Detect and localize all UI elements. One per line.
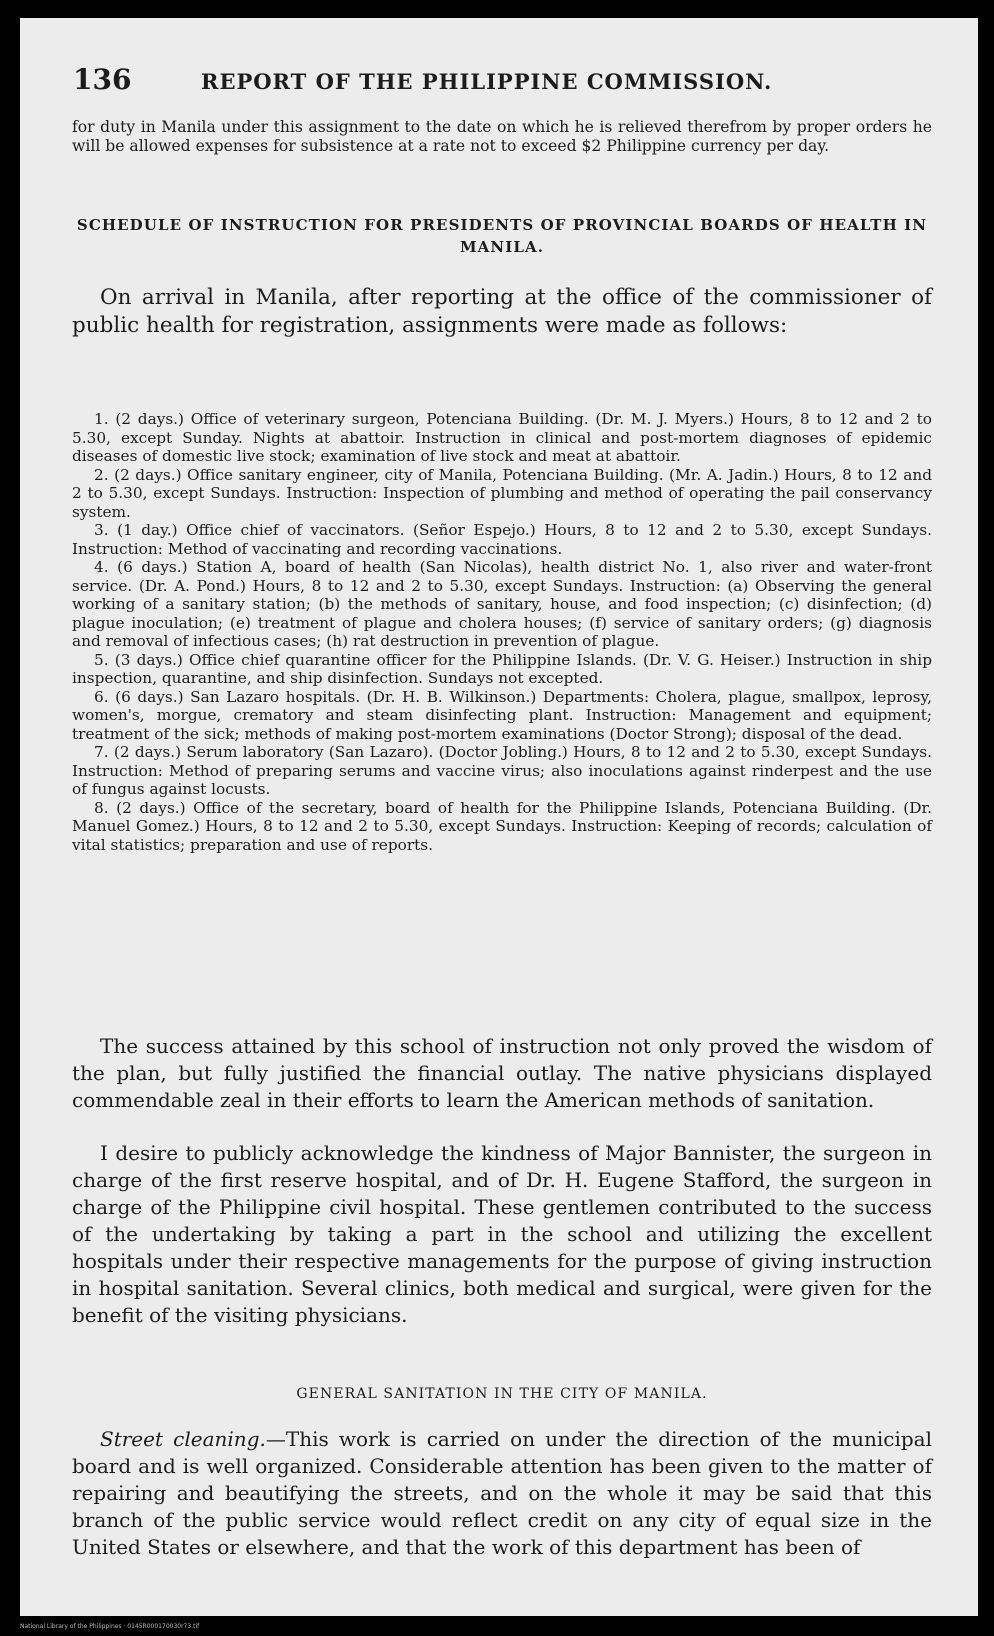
street-cleaning-paragraph xyxy=(72,1426,932,1561)
success-paragraph: The success attained by this school of instruction not only proved the wisdom of the plan, but fully justified the financial outlay. The native physicians displayed commendable zeal in their efforts to learn the American methods of sanitation. xyxy=(72,1034,932,1112)
acknowledge-paragraph: I desire to publicly acknowledge the kindness of Major Bannister, the surgeon in charge of the first reserve hospital, and of Dr. H. Eugene Stafford, the surgeon in charge of the Philippine civil hospital. These gentlemen contributed to the success of the undertaking by taking a part in the school and utilizing the excellent hospitals under their respective managements for the purpose of giving instruction in hospital sanitation. Several clinics, both medical and surgical, were given for the benefit of the visiting physicians. xyxy=(72,1141,932,1327)
schedule-item-2: 2. (2 days.) Office sanitary engineer, city of Manila, Potenciana Building. (Mr. A. Jadin.) Hours, 8 to 12 and 2 to 5.30, except Sundays. Instruction: Inspection of plumbing and method of operating the pail conservancy system. xyxy=(72,465,932,521)
schedule-item-7: 7. (2 days.) Serum laboratory (San Lazaro). (Doctor Jobling.) Hours, 8 to 12 and 2 to 5.30, except Sundays. Instruction: Method of preparing serums and vaccine virus; also inoculations against rinderpest and the use of fungus against locusts. xyxy=(72,743,932,798)
schedule-item-8: 8. (2 days.) Office of the secretary, board of health for the Philippine Islands, Potenciana Building. (Dr. Manuel Gomez.) Hours, 8 to 12 and 2 to 5.30, except Sundays. Instruction: Keeping of records; calculation of vital statistics; preparation and use of reports. xyxy=(72,798,932,854)
schedule-list xyxy=(72,410,932,854)
sanitation-heading: GENERAL SANITATION IN THE CITY OF MANILA. xyxy=(296,1386,708,1402)
schedule-item-6: 6. (6 days.) San Lazaro hospitals. (Dr. H. B. Wilkinson.) Departments: Cholera, plague, smallpox, leprosy, women's, morgue, crematory and steam disinfecting plant. Instruction: Management and equipment; treatment of the sick; methods of making post-mortem examinations (Doctor Strong); disposal of the dead. xyxy=(72,687,932,743)
street-cleaning-text: —This work is carried on under the direction of the municipal board and is well organized. Considerable attention has been given to the matter of repairing and beautifying the streets, and on the whole it may be said that this branch of the public service would reflect credit on any city of equal size in the United States or elsewhere, and that the work of this department has been of xyxy=(72,1427,932,1559)
schedule-item-5: 5. (3 days.) Office chief quarantine officer for the Philippine Islands. (Dr. V. G. Heiser.) Instruction in ship inspection, quarantine, and ship disinfection. Sundays not excepted. xyxy=(72,650,932,687)
intro-paragraph: for duty in Manila under this assignment to the date on which he is relieved therefrom by proper orders he will be allowed expenses for subsistence at a rate not to exceed $2 Philippine currency per day. xyxy=(72,118,932,155)
schedule-item-4: 4. (6 days.) Station A, board of health (San Nicolas), health district No. 1, also river and water-front service. (Dr. A. Pond.) Hours, 8 to 12 and 2 to 5.30, except Sundays. Instruction: (a) Observing the general working of a sanitary station; (b) the methods of sanitary, house, and food inspection; (c) disinfection; (d) plague inoculation; (e) treatment of plague and cholera houses; (f) service of sanitary orders; (g) diagnosis and removal of infectious cases; (h) rat destruction in prevention of plague. xyxy=(72,558,932,650)
street-cleaning-label: Street cleaning. xyxy=(100,1427,266,1451)
page-header xyxy=(73,63,933,103)
document-page xyxy=(20,18,978,1630)
scan-footer: National Library of the Philippines · 0145R000170030r73.tif xyxy=(20,1623,200,1630)
page-number: 136 xyxy=(73,63,132,96)
schedule-heading: SCHEDULE OF INSTRUCTION FOR PRESIDENTS OF PROVINCIAL BOARDS OF HEALTH IN MANILA. xyxy=(76,216,928,256)
arrival-paragraph: On arrival in Manila, after reporting at the office of the commissioner of public health for registration, assignments were made as follows: xyxy=(72,285,932,338)
schedule-item-3: 3. (1 day.) Office chief of vaccinators. (Señor Espejo.) Hours, 8 to 12 and 2 to 5.30, except Sundays. Instruction: Method of vaccinating and recording vaccinations. xyxy=(72,521,932,558)
running-title: REPORT OF THE PHILIPPINE COMMISSION. xyxy=(201,69,773,94)
schedule-item-1: 1. (2 days.) Office of veterinary surgeon, Potenciana Building. (Dr. M. J. Myers.) Hours, 8 to 12 and 2 to 5.30, except Sunday. Nights at abattoir. Instruction in clinical and post-mortem diagnoses of epidemic diseases of domestic live stock; examination of live stock and meat at abattoir. xyxy=(72,410,932,465)
